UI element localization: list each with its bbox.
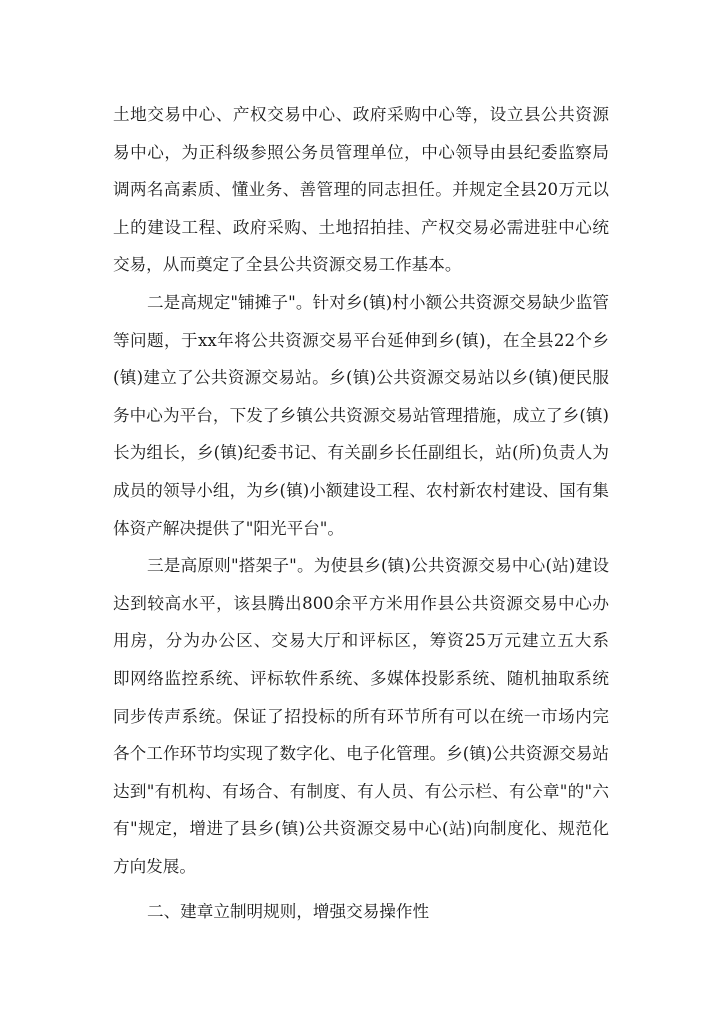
text-line: 长为组长，乡(镇)纪委书记、有关副乡长任副组长，站(所)负责人为 [113,443,609,463]
text-line: 各个工作环节均实现了数字化、电子化管理。乡(镇)公共资源交易站 [113,744,609,764]
text-line: 达到"有机构、有场合、有制度、有人员、有公示栏、有公章"的"六 [113,781,609,801]
text-line: 务中心为平台，下发了乡镇公共资源交易站管理措施，成立了乡(镇) [113,405,609,425]
text-line: 土地交易中心、产权交易中心、政府采购中心等，设立县公共资源 [113,105,609,124]
text-line: 交易，从而奠定了全县公共资源交易工作基本。 [113,255,462,275]
section-heading: 二、建章立制明规则，增强交易操作性 [147,902,430,922]
paragraph-first-line: 二是高规定"铺摊子"。针对乡(镇)村小额公共资源交易缺少监管 [147,292,609,312]
text-line: 同步传声系统。保证了招投标的所有环节所有可以在统一市场内完 [113,706,609,726]
text-line: (镇)建立了公共资源交易站。乡(镇)公共资源交易站以乡(镇)便民服 [113,368,609,388]
text-line: 成员的领导小组，为乡(镇)小额建设工程、农村新农村建设、国有集 [113,480,609,500]
text-line: 达到较高水平，该县腾出800余平方米用作县公共资源交易中心办 [113,593,609,613]
section-spacer [113,885,609,893]
text-line: 体资产解决提供了"阳光平台"。 [113,518,344,538]
text-line: 即网络监控系统、评标软件系统、多媒体投影系统、随机抽取系统 [113,668,609,688]
text-line: 上的建设工程、政府采购、土地招拍挂、产权交易必需进驻中心统 [113,217,609,237]
text-line: 易中心，为正科级参照公务员管理单位，中心领导由县纪委监察局 [113,142,609,162]
text-line: 用房，分为办公区、交易大厅和评标区，筹资25万元建立五大系 [113,631,609,651]
text-line: 有"规定，增进了县乡(镇)公共资源交易中心(站)向制度化、规范化 [113,819,609,839]
paragraph-first-line: 三是高原则"搭架子"。为使县乡(镇)公共资源交易中心(站)建设 [147,556,609,576]
text-line: 调两名高素质、懂业务、善管理的同志担任。并规定全县20万元以 [113,180,609,200]
text-line: 方向发展。 [113,856,196,876]
body-text [113,96,609,931]
text-line: 等问题，于xx年将公共资源交易平台延伸到乡(镇)，在全县22个乡 [113,330,609,350]
